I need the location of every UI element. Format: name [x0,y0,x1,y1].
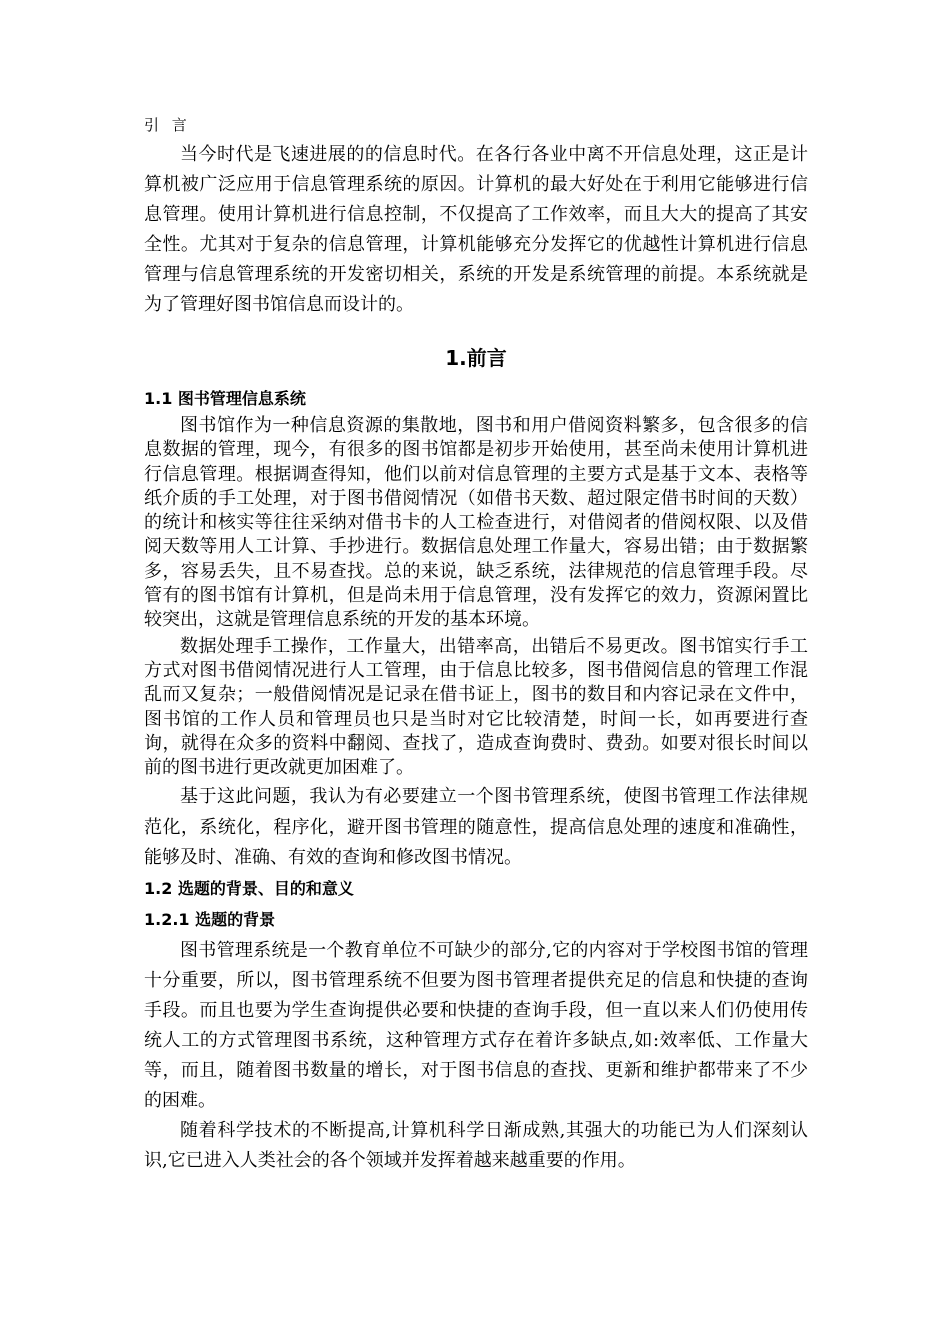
subsection-1-2-1-paragraph-1: 图书管理系统是一个教育单位不可缺少的部分,它的内容对于学校图书馆的管理十分重要，所以，图书管理系统不但要为图书管理者提供充足的信息和快捷的查询手段。而且也要为学生查询提供必要和快捷的查询手段，但一直以来人们仍使用传统人工的方式管理图书系统，这种管理方式存在着许多缺点,如:效率低、工作量大等，而且，随着图书数量的增长，对于图书信息的查找、更新和维护都带来了不少的困难。 [144,939,808,1111]
section-1-1-heading: 1.1 图书管理信息系统 [144,389,306,408]
chapter-title: 1.前言 [445,346,507,370]
section-1-1-paragraph-3: 基于这此问题，我认为有必要建立一个图书管理系统，使图书管理工作法律规范化，系统化，程序化，避开图书管理的随意性，提高信息处理的速度和准确性，能够及时、准确、有效的查询和修改图书情况。 [144,786,808,869]
subsection-1-2-1-heading: 1.2.1 选题的背景 [144,909,276,929]
section-1-2-heading: 1.2 选题的背景、目的和意义 [144,878,354,898]
subsection-1-2-1-paragraph-2: 随着科学技术的不断提高,计算机科学日渐成熟,其强大的功能已为人们深刻认识,它已进入人类社会的各个领域并发挥着越来越重要的作用。 [144,1119,808,1171]
section-1-1-paragraph-2: 数据处理手工操作，工作量大，出错率高，出错后不易更改。图书馆实行手工方式对图书借阅情况进行人工管理，由于信息比较多，图书借阅信息的管理工作混乱而又复杂；一般借阅情况是记录在借书证上，图书的数目和内容记录在文件中，图书馆的工作人员和管理员也只是当时对它比较清楚，时间一长，如再要进行查询，就得在众多的资料中翻阅、查找了，造成查询费时、费劲。如要对很长时间以前的图书进行更改就更加困难了。 [144,635,808,779]
document-page [144,110,808,1176]
section-1-1-paragraph-1: 图书馆作为一种信息资源的集散地，图书和用户借阅资料繁多，包含很多的信息数据的管理，现今，有很多的图书馆都是初步开始使用，甚至尚未使用计算机进行信息管理。根据调查得知，他们以前对信息管理的主要方式是基于文本、表格等纸介质的手工处理，对于图书借阅情况（如借书天数、超过限定借书时间的天数）的统计和核实等往往采纳对借书卡的人工检查进行，对借阅者的借阅权限、以及借阅天数等用人工计算、手抄进行。数据信息处理工作量大，容易出错；由于数据繁多，容易丢失，且不易查找。总的来说，缺乏系统，法律规范的信息管理手段。尽管有的图书馆有计算机，但是尚未用于信息管理，没有发挥它的效力，资源闲置比较突出，这就是管理信息系统的开发的基本环境。 [144,415,808,631]
intro-paragraph: 当今时代是飞速进展的的信息时代。在各行各业中离不开信息处理，这正是计算机被广泛应用于信息管理系统的原因。计算机的最大好处在于利用它能够进行信息管理。使用计算机进行信息控制，不仅提高了工作效率，而且大大的提高了其安全性。尤其对于复杂的信息管理，计算机能够充分发挥它的优越性计算机进行信息管理与信息管理系统的开发密切相关，系统的开发是系统管理的前提。本系统就是为了管理好图书馆信息而设计的。 [144,144,808,315]
intro-label: 引 言 [144,116,191,134]
